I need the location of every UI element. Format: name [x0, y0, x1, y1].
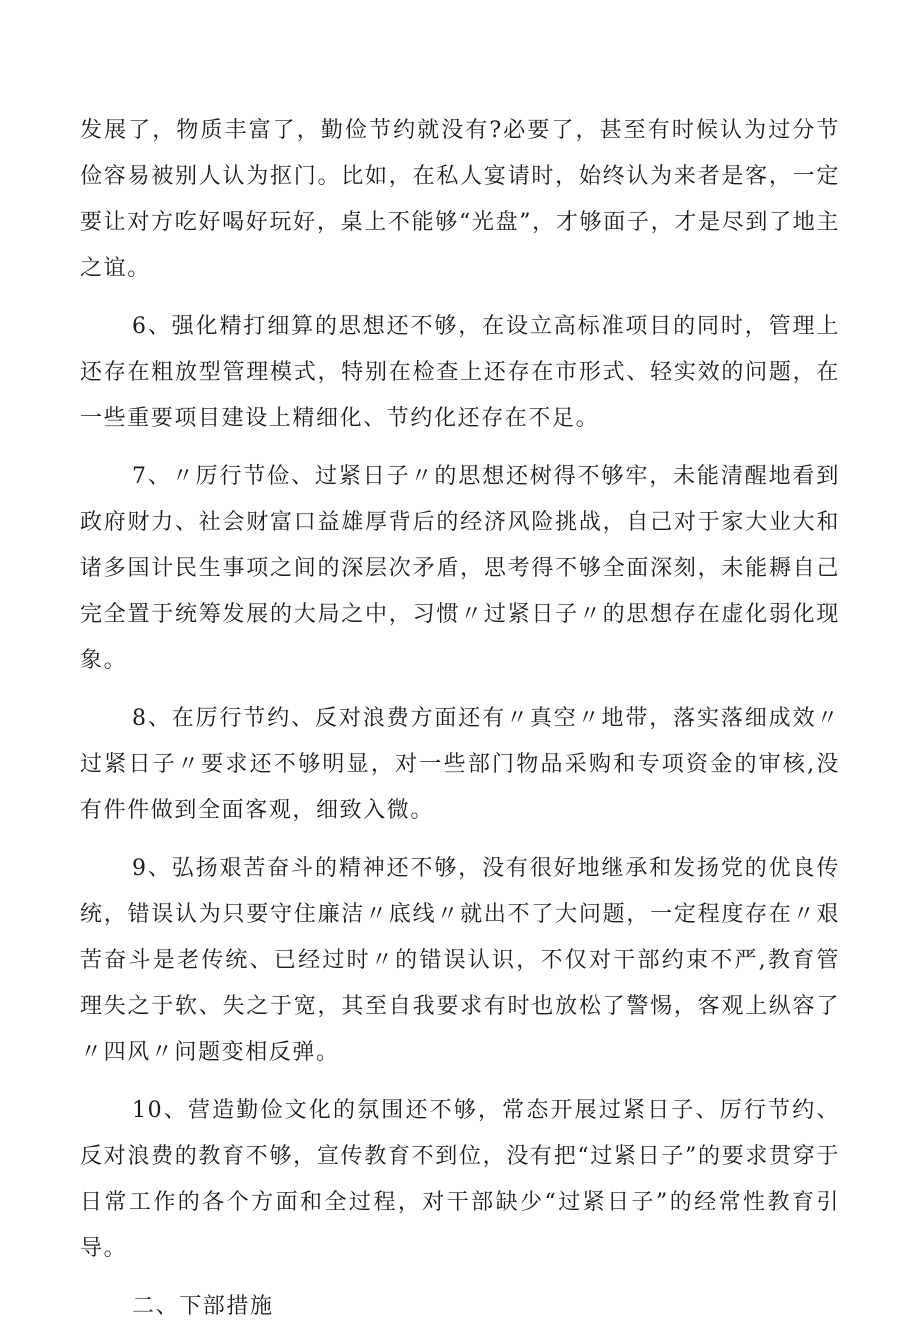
- paragraph-item-9: 9、弘扬艰苦奋斗的精神还不够，没有很好地继承和发扬党的优良传统，错误认为只要守住廉洁〃底线〃就出不了大问题，一定程度存在〃艰苦奋斗是老传统、已经过时〃的错误认识，不仅对干部约束不严,教育管理失之于软、失之于宽，其至自我要求有时也放松了警惕，客观上纵容了〃四风〃问题变相反弹。: [80, 856, 840, 1065]
- paragraph-continuation: 发展了，物质丰富了，勤俭节约就没有?必要了，甚至有时候认为过分节俭容易被别人认为抠门。比如，在私人宴请时，始终认为来者是客，一定要让对方吃好喝好玩好，桌上不能够“光盘”，才够面子，才是尽到了地主之谊。: [80, 118, 840, 281]
- document-body: [80, 108, 840, 1330]
- paragraph-item-8: 8、在厉行节约、反对浪费方面还有〃真空〃地带，落实落细成效〃过紧日子〃要求还不够明显，对一些部门物品采购和专项资金的审核,没有件件做到全面客观，细致入微。: [80, 706, 840, 823]
- paragraph-item-6: 6、强化精打细算的思想还不够，在设立高标准项目的同时，管理上还存在粗放型管理模式，特别在检查上还存在市形式、轻实效的问题，在一些重要项目建设上精细化、节约化还存在不足。: [80, 314, 840, 431]
- paragraph-item-10: 10、营造勤俭文化的氛围还不够，常态开展过紧日子、厉行节约、反对浪费的教育不够，宣传教育不到位，没有把“过紧日子”的要求贯穿于日常工作的各个方面和全过程，对干部缺少“过紧日子”的经常性教育引导。: [80, 1098, 840, 1261]
- section-heading: 二、下部措施: [132, 1294, 274, 1319]
- paragraph-item-7: 7、〃厉行节俭、过紧日子〃的思想还树得不够牢，未能清醒地看到政府财力、社会财富口益雄厚背后的经济风险挑战，自己对于家大业大和诸多国计民生事项之间的深层次矛盾，思考得不够全面深刻，未能耨自己完全置于统筹发展的大局之中，习惯〃过紧日子〃的思想存在虚化弱化现象。: [80, 464, 840, 673]
